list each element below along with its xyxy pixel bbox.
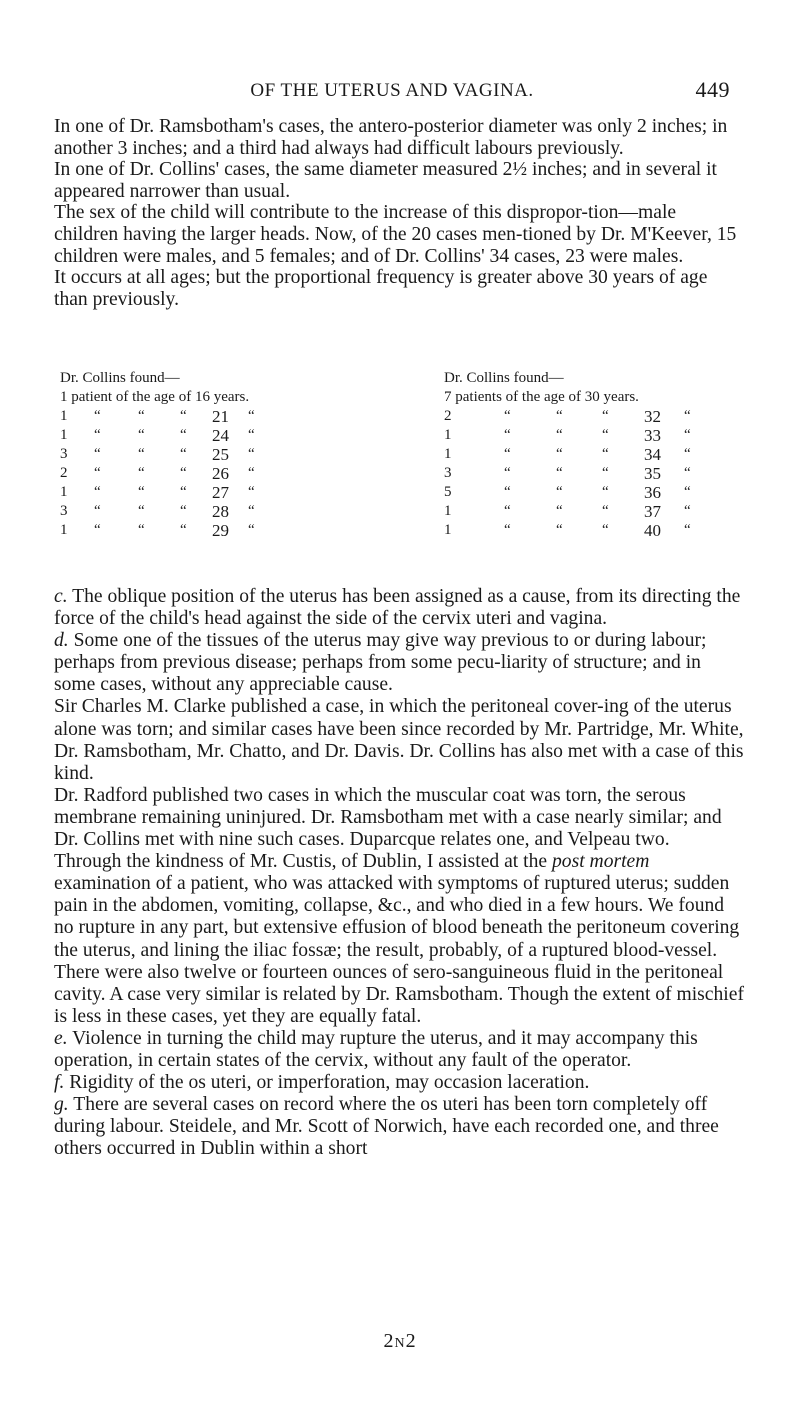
table-head-row: 1 patient of the age of 16 years. bbox=[60, 389, 250, 405]
age-cell: 37 bbox=[644, 502, 661, 521]
age-cell: 32 bbox=[644, 407, 661, 426]
age-cell: 33 bbox=[644, 426, 661, 445]
count-cell: 3 bbox=[60, 446, 68, 462]
ditto-mark: “ bbox=[556, 522, 563, 538]
age-cell: 27 bbox=[212, 483, 229, 502]
age-cell: 24 bbox=[212, 426, 229, 445]
paragraph-text: Some one of the tissues of the uterus may give way previous to or during labour; perhaps from previous disease; perhaps from some pecu-liarity of structure; and in some cases, without any appreciable cause. bbox=[54, 630, 707, 696]
table-row bbox=[444, 502, 774, 521]
ditto-mark: “ bbox=[602, 446, 609, 462]
ditto-mark: “ bbox=[684, 427, 691, 443]
table-rows bbox=[444, 407, 774, 540]
age-tables bbox=[60, 369, 740, 569]
paragraph-text: Rigidity of the os uteri, or imperforation, may occasion laceration. bbox=[69, 1072, 590, 1094]
item-label: f. bbox=[54, 1072, 65, 1094]
signature-mark bbox=[0, 1330, 800, 1353]
table-row bbox=[60, 521, 390, 540]
paragraph-text: There are several cases on record where the os uteri has been torn completely off during labour. Steidele, and Mr. Scott of Norwich, have each recorded one, and three others occurred in Dublin within a short bbox=[54, 1094, 719, 1160]
emphasis-text: post mortem bbox=[551, 851, 650, 873]
item-label: e. bbox=[54, 1027, 68, 1049]
count-cell: 1 bbox=[60, 484, 68, 500]
paragraph: In one of Dr. Collins' cases, the same diameter measured 2½ inches; and in several it appeared narrower than usual. bbox=[54, 159, 717, 202]
ditto-mark: “ bbox=[138, 484, 145, 500]
paragraph-text: examination of a patient, who was attacked with symptoms of ruptured uterus; sudden pain in the abdomen, vomiting, collapse, &c., and who died in a few hours. We found no rupture in any part, but extensive effusion of blood beneath the peritoneum covering the uterus, and lining the iliac fossæ; the result, probably, of a ruptured blood-vessel. There were also twelve or fourteen ounces of sero-sanguineous fluid in the peritoneal cavity. A case very similar is related by Dr. Ramsbotham. Though the extent of mischief is less in these cases, yet they are equally fatal. bbox=[54, 873, 744, 1027]
age-cell: 40 bbox=[644, 521, 661, 540]
ditto-mark: “ bbox=[248, 465, 255, 481]
ditto-mark: “ bbox=[138, 522, 145, 538]
count-cell: 1 bbox=[60, 408, 68, 424]
ditto-mark: “ bbox=[94, 465, 101, 481]
ditto-mark: “ bbox=[248, 522, 255, 538]
paragraph-c bbox=[54, 586, 744, 630]
ditto-mark: “ bbox=[684, 465, 691, 481]
paragraph-text: The oblique position of the uterus has been assigned as a cause, from its directing the force of the child's head against the side of the cervix uteri and vagina. bbox=[54, 586, 741, 630]
ditto-mark: “ bbox=[180, 522, 187, 538]
signature-mid: N bbox=[394, 1336, 406, 1351]
ditto-mark: “ bbox=[684, 408, 691, 424]
ditto-mark: “ bbox=[138, 408, 145, 424]
age-cell: 28 bbox=[212, 502, 229, 521]
ditto-mark: “ bbox=[504, 484, 511, 500]
age-table-left bbox=[60, 369, 390, 540]
table-row bbox=[60, 464, 390, 483]
ditto-mark: “ bbox=[94, 503, 101, 519]
paragraph-e bbox=[54, 1028, 744, 1072]
age-cell: 26 bbox=[212, 464, 229, 483]
ditto-mark: “ bbox=[248, 408, 255, 424]
ditto-mark: “ bbox=[556, 503, 563, 519]
paragraph-text: Through the kindness of Mr. Custis, of Dublin, I assisted at the bbox=[54, 851, 548, 873]
count-cell: 3 bbox=[444, 465, 452, 481]
count-cell: 1 bbox=[444, 446, 452, 462]
ditto-mark: “ bbox=[138, 465, 145, 481]
age-cell: 21 bbox=[212, 407, 229, 426]
table-title: Dr. Collins found— bbox=[444, 370, 564, 386]
ditto-mark: “ bbox=[504, 503, 511, 519]
ditto-mark: “ bbox=[556, 427, 563, 443]
ditto-mark: “ bbox=[556, 465, 563, 481]
ditto-mark: “ bbox=[602, 484, 609, 500]
count-cell: 5 bbox=[444, 484, 452, 500]
table-rows bbox=[60, 407, 390, 540]
page-number: 449 bbox=[695, 77, 730, 102]
ditto-mark: “ bbox=[180, 408, 187, 424]
count-cell: 2 bbox=[60, 465, 68, 481]
ditto-mark: “ bbox=[602, 522, 609, 538]
table-row bbox=[60, 483, 390, 502]
ditto-mark: “ bbox=[94, 484, 101, 500]
age-cell: 25 bbox=[212, 445, 229, 464]
table-title: Dr. Collins found— bbox=[60, 370, 180, 386]
item-label: d. bbox=[54, 630, 69, 652]
ditto-mark: “ bbox=[248, 446, 255, 462]
paragraph-text: Violence in turning the child may rupture the uterus, and it may accompany this operation, in certain states of the cervix, without any fault of the operator. bbox=[54, 1027, 698, 1071]
ditto-mark: “ bbox=[602, 465, 609, 481]
ditto-mark: “ bbox=[138, 446, 145, 462]
ditto-mark: “ bbox=[504, 465, 511, 481]
running-title: OF THE UTERUS AND VAGINA. bbox=[250, 80, 534, 101]
ditto-mark: “ bbox=[504, 522, 511, 538]
paragraph: Dr. Radford published two cases in which the muscular coat was torn, the serous membrane remaining uninjured. Dr. Ramsbotham met with a case nearly similar; and Dr. Collins met with nine such cases. Duparcque relates one, and Velpeau two. bbox=[54, 784, 722, 851]
ditto-mark: “ bbox=[602, 503, 609, 519]
paragraph: Sir Charles M. Clarke published a case, in which the peritoneal cover-ing of the uterus alone was torn; and similar cases have been since recorded by Mr. Partridge, Mr. White, Dr. Ramsbotham, Mr. Chatto, and Dr. Davis. Dr. Collins has also met with a case of this kind. bbox=[54, 696, 744, 784]
ditto-mark: “ bbox=[602, 408, 609, 424]
ditto-mark: “ bbox=[556, 446, 563, 462]
paragraph-f bbox=[54, 1072, 744, 1094]
ditto-mark: “ bbox=[684, 446, 691, 462]
count-cell: 1 bbox=[444, 522, 452, 538]
table-row bbox=[444, 445, 774, 464]
table-row bbox=[60, 502, 390, 521]
ditto-mark: “ bbox=[180, 465, 187, 481]
item-label: c. bbox=[54, 586, 68, 607]
ditto-mark: “ bbox=[180, 484, 187, 500]
table-row bbox=[444, 464, 774, 483]
ditto-mark: “ bbox=[94, 408, 101, 424]
paragraph-d bbox=[54, 630, 744, 696]
body-text-bottom bbox=[54, 586, 744, 1160]
table-row bbox=[60, 445, 390, 464]
signature-left: 2 bbox=[383, 1330, 395, 1352]
ditto-mark: “ bbox=[504, 446, 511, 462]
body-text-top bbox=[54, 116, 744, 310]
ditto-mark: “ bbox=[248, 427, 255, 443]
paragraph bbox=[54, 851, 744, 1028]
count-cell: 1 bbox=[444, 427, 452, 443]
table-row bbox=[60, 407, 390, 426]
item-label: g. bbox=[54, 1094, 69, 1116]
ditto-mark: “ bbox=[556, 408, 563, 424]
table-row bbox=[444, 521, 774, 540]
age-cell: 34 bbox=[644, 445, 661, 464]
ditto-mark: “ bbox=[94, 446, 101, 462]
age-cell: 29 bbox=[212, 521, 229, 540]
ditto-mark: “ bbox=[248, 484, 255, 500]
paragraph: In one of Dr. Ramsbotham's cases, the antero-posterior diameter was only 2 inches; in another 3 inches; and a third had always had difficult labours previously. bbox=[54, 116, 728, 159]
ditto-mark: “ bbox=[504, 427, 511, 443]
ditto-mark: “ bbox=[684, 503, 691, 519]
signature-right: 2 bbox=[405, 1330, 417, 1352]
table-row bbox=[444, 407, 774, 426]
count-cell: 2 bbox=[444, 408, 452, 424]
paragraph: It occurs at all ages; but the proportional frequency is greater above 30 years of age than previously. bbox=[54, 267, 708, 310]
count-cell: 3 bbox=[60, 503, 68, 519]
ditto-mark: “ bbox=[180, 503, 187, 519]
ditto-mark: “ bbox=[94, 522, 101, 538]
table-row bbox=[444, 426, 774, 445]
age-cell: 35 bbox=[644, 464, 661, 483]
paragraph: The sex of the child will contribute to the increase of this dispropor-tion—male children having the larger heads. Now, of the 20 cases men-tioned by Dr. M'Keever, 15 children were males, and 5 females; and of Dr. Collins' 34 cases, 23 were males. bbox=[54, 202, 737, 267]
count-cell: 1 bbox=[60, 427, 68, 443]
ditto-mark: “ bbox=[138, 503, 145, 519]
ditto-mark: “ bbox=[180, 446, 187, 462]
ditto-mark: “ bbox=[556, 484, 563, 500]
ditto-mark: “ bbox=[504, 408, 511, 424]
ditto-mark: “ bbox=[684, 522, 691, 538]
ditto-mark: “ bbox=[684, 484, 691, 500]
table-row bbox=[444, 483, 774, 502]
ditto-mark: “ bbox=[248, 503, 255, 519]
ditto-mark: “ bbox=[94, 427, 101, 443]
table-row bbox=[60, 426, 390, 445]
count-cell: 1 bbox=[60, 522, 68, 538]
ditto-mark: “ bbox=[180, 427, 187, 443]
ditto-mark: “ bbox=[602, 427, 609, 443]
age-cell: 36 bbox=[644, 483, 661, 502]
count-cell: 1 bbox=[444, 503, 452, 519]
ditto-mark: “ bbox=[138, 427, 145, 443]
table-head-row: 7 patients of the age of 30 years. bbox=[444, 389, 639, 405]
age-table-right bbox=[444, 369, 774, 540]
paragraph-g bbox=[54, 1094, 744, 1160]
